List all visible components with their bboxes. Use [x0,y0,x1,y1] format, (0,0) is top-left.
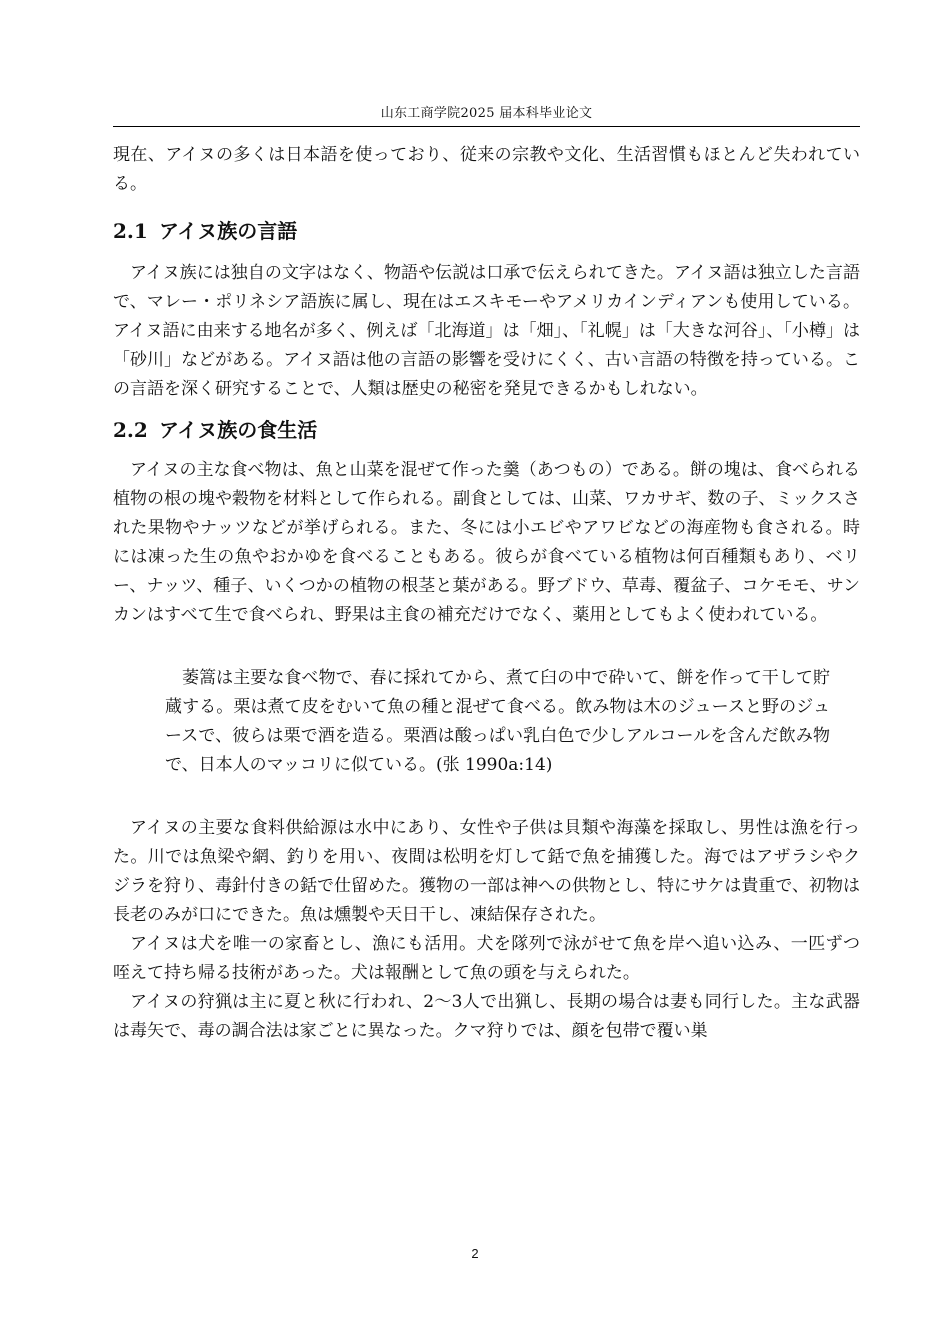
block-quote [165,664,830,780]
section-number: 2.2 [113,418,148,442]
page-content [113,141,860,1046]
section-heading-2-1 [113,217,860,245]
dogs-paragraph: アイヌは犬を唯一の家畜とし、漁にも活用。犬を隊列で泳がせて魚を岸へ追い込み、一匹ずつ咥えて持ち帰る技術があった。犬は報酬として魚の頭を与えられた。 [113,934,860,983]
hunting-paragraph: アイヌの狩猟は主に夏と秋に行われ、2〜3人で出猟し、長期の場合は妻も同行した。主な武器は毒矢で、毒の調合法は家ごとに異なった。クマ狩りでは、顔を包帯で覆い巣 [113,992,860,1041]
quote-text: 萎篙は主要な食べ物で、春に採れてから、煮て臼の中で砕いて、餅を作って干して貯蔵する。栗は煮て皮をむいて魚の種と混ぜて食べる。飲み物は木のジュースと野のジュースで、彼らは栗で酒を造る。栗酒は酸っぱい乳白色で少しアルコールを含んだ飲み物で、日本人のマッコリに似ている。(张 1990a:14) [165,668,830,775]
page-number: 2 [471,1246,479,1261]
section-title: アイヌ族の食生活 [159,418,318,442]
diet-paragraph: アイヌの主な食べ物は、魚と山菜を混ぜて作った羹（あつもの）である。餅の塊は、食べられる植物の根の塊や穀物を材料として作られる。副食としては、山菜、ワカサギ、数の子、ミックスされた果物やナッツなどが挙げられる。また、冬には小エビやアワビなどの海産物も食される。時には凍った生の魚やおかゆを食べることもある。彼らが食べている植物は何百種類もあり、ベリー、ナッツ、種子、いくつかの植物の根茎と葉がある。野ブドウ、草毒、覆盆子、コケモモ、サンカンはすべて生で食べられ、野果は主食の補充だけでなく、薬用としてもよく使われている。 [113,460,860,625]
intro-paragraph: 現在、アイヌの多くは日本語を使っており、従来の宗教や文化、生活習慣もほとんど失われている。 [113,145,860,194]
fishing-paragraph: アイヌの主要な食料供給源は水中にあり、女性や子供は貝類や海藻を採取し、男性は漁を行った。川では魚梁や網、釣りを用い、夜間は松明を灯して銛で魚を捕獲した。海ではアザラシやクジラを狩り、毒針付きの銛で仕留めた。獲物の一部は神への供物とし、特にサケは貴重で、初物は長老のみが口にできた。魚は燻製や天日干し、凍結保存された。 [113,818,860,925]
section-heading-2-2 [113,416,860,444]
language-paragraph: アイヌ族には独自の文字はなく、物語や伝説は口承で伝えられてきた。アイヌ語は独立した言語で、マレー・ポリネシア語族に属し、現在はエスキモーやアメリカインディアンも使用している。アイヌ語に由来する地名が多く、例えば「北海道」は「畑」、「礼幌」は「大きな河谷」、「小樽」は「砂川」などがある。アイヌ語は他の言語の影響を受けにくく、古い言語の特徴を持っている。この言語を深く研究することで、人類は歴史の秘密を発見できるかもしれない。 [113,263,860,399]
running-header: 山东工商学院2025 届本科毕业论文 [380,106,593,121]
section-number: 2.1 [113,219,148,243]
section-title: アイヌ族の言語 [159,219,298,243]
header-rule [113,126,860,127]
